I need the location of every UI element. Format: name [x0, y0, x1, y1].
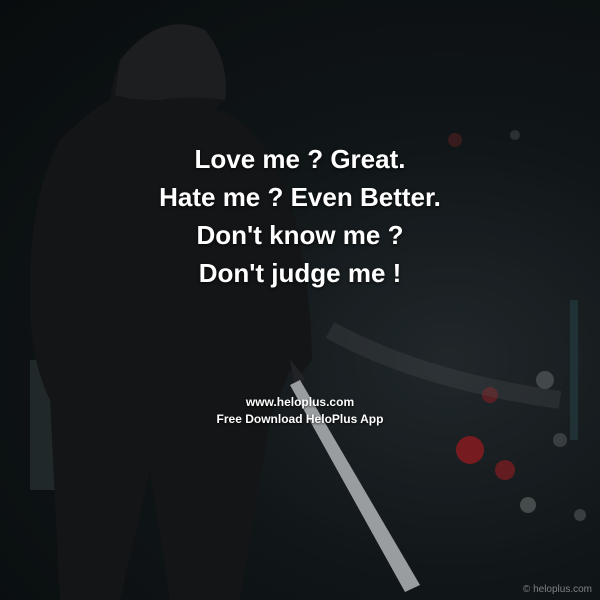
quote-text [0, 140, 600, 292]
quote-line: Hate me ? Even Better. [159, 182, 441, 212]
quote-line: Don't judge me ! [198, 258, 402, 288]
watermark: © heloplus.com [522, 584, 592, 595]
website-link[interactable]: www.heloplus.com [245, 395, 355, 409]
app-tagline: Free Download HeloPlus App [216, 412, 384, 426]
quote-line: Love me ? Great. [194, 144, 406, 174]
quote-line: Don't know me ? [196, 220, 404, 250]
promo-block [0, 394, 600, 428]
